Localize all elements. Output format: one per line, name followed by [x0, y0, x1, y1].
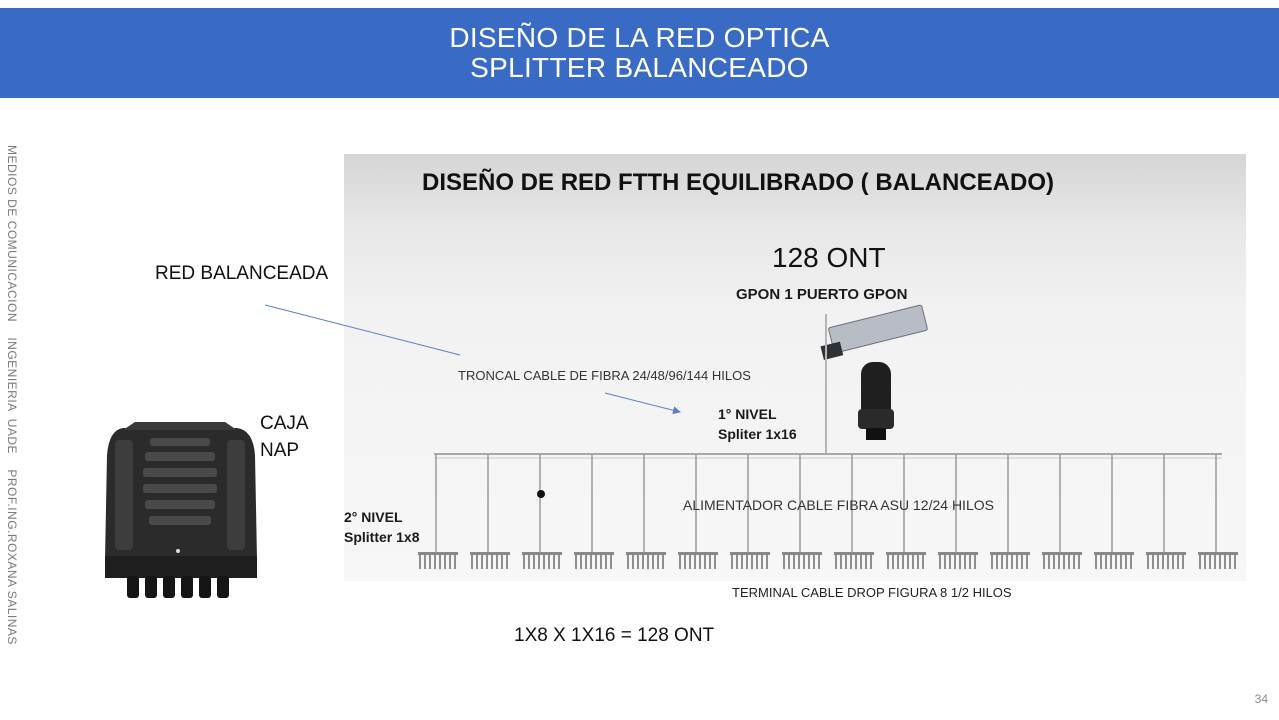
troncal-label: TRONCAL CABLE DE FIBRA 24/48/96/144 HILOS — [458, 368, 751, 383]
splitter-comb — [678, 552, 718, 569]
nivel1-label — [718, 404, 797, 444]
sfp-module-icon — [821, 305, 928, 360]
splitter-comb — [938, 552, 978, 569]
splitter-comb — [834, 552, 874, 569]
nivel2-line1: 2° NIVEL — [344, 509, 403, 525]
caja-nap-line2: NAP — [260, 440, 300, 461]
splitter-comb — [418, 552, 458, 569]
slide-title-line1: DISEÑO DE LA RED OPTICA — [449, 22, 830, 53]
nivel2-line2: Splitter 1x8 — [344, 529, 420, 545]
nivel2-label — [344, 507, 419, 547]
splitter-comb — [990, 552, 1030, 569]
splitter-comb — [730, 552, 770, 569]
caja-nap-line1: CAJA — [260, 413, 309, 434]
formula-text: 1X8 X 1X16 = 128 ONT — [514, 625, 715, 646]
alimentador-label: ALIMENTADOR CABLE FIBRA ASU 12/24 HILOS — [683, 497, 994, 513]
splitter-comb — [574, 552, 614, 569]
splitter-comb — [886, 552, 926, 569]
nivel1-line1: 1° NIVEL — [718, 406, 777, 422]
slide-title-line2: SPLITTER BALANCEADO — [470, 52, 809, 83]
ont-count-label: 128 ONT — [772, 242, 886, 273]
terminal-label: TERMINAL CABLE DROP FIGURA 8 1/2 HILOS — [732, 585, 1012, 600]
ftth-diagram — [344, 154, 1246, 581]
caja-nap-label — [260, 410, 309, 464]
gpon-label: GPON 1 PUERTO GPON — [736, 286, 908, 303]
red-balanceada-label: RED BALANCEADA — [155, 263, 329, 284]
splitter-comb — [470, 552, 510, 569]
fiber-closure-icon — [858, 362, 894, 440]
vertical-footer-text: MEDIOS DE COMUNICACION INGENIERIA UADE PROF.ING.ROXANA SALINAS — [5, 145, 19, 645]
splitter-comb — [1094, 552, 1134, 569]
diagram-title: DISEÑO DE RED FTTH EQUILIBRADO ( BALANCEADO) — [422, 169, 1054, 196]
splitter-comb — [782, 552, 822, 569]
splitter-comb — [1198, 552, 1238, 569]
bullet-dot — [537, 490, 545, 498]
page-number: 34 — [1254, 692, 1268, 706]
splitter-comb — [522, 552, 562, 569]
nap-box-image — [95, 410, 265, 615]
splitter-comb — [1146, 552, 1186, 569]
splitter-comb — [626, 552, 666, 569]
title-banner — [0, 8, 1279, 98]
nivel1-line2: Spliter 1x16 — [718, 426, 797, 442]
splitter-comb — [1042, 552, 1082, 569]
